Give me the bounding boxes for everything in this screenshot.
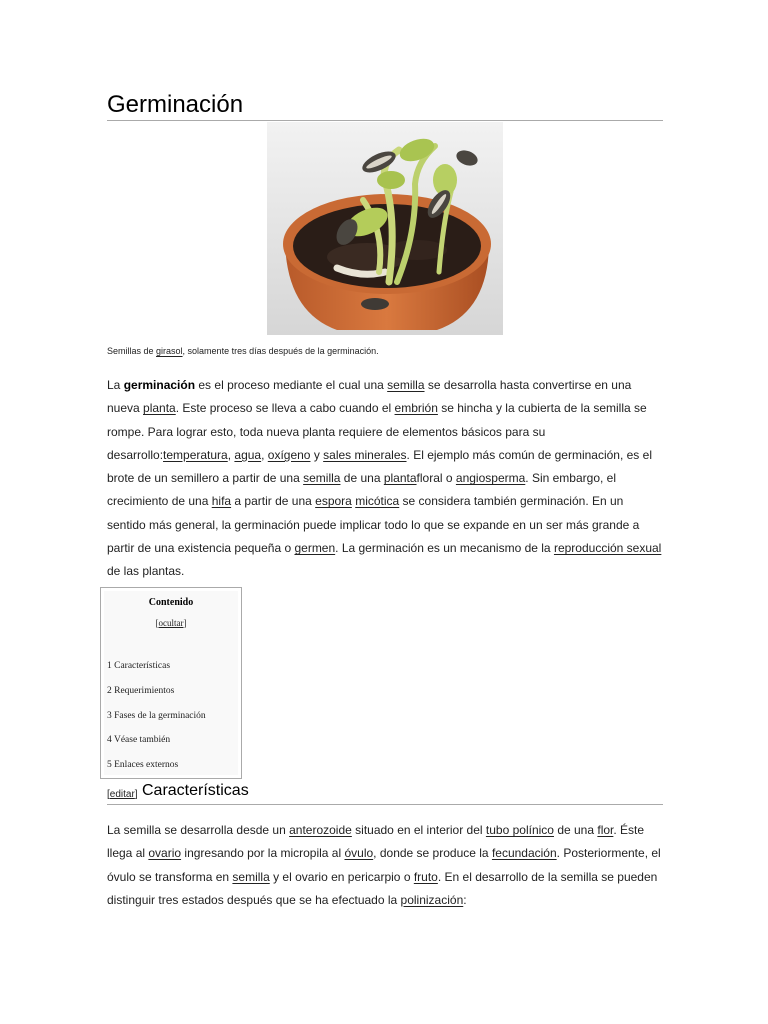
article-link[interactable]: semilla [387, 378, 425, 392]
sunflower-seedlings-photo [267, 122, 503, 335]
toc-hide-toggle: [ocultar] [155, 618, 187, 628]
page-title: Germinación [107, 90, 663, 121]
edit-section: [editar] [107, 789, 138, 800]
paragraph-text: y el ovario en pericarpio o [269, 869, 414, 884]
article-link[interactable]: agua [234, 447, 262, 462]
article-link[interactable]: sales minerales [323, 447, 407, 462]
table-of-contents [100, 587, 242, 779]
article-link[interactable]: tubo polínico [485, 823, 554, 837]
paragraph-text: La [107, 378, 124, 392]
intro-paragraph [107, 374, 663, 584]
article-link[interactable]: hifa [211, 494, 232, 509]
article-link[interactable]: flor [597, 823, 614, 837]
paragraph-text: se hincha y la cubierta de la semilla se rompe. Para lograr esto, toda nueva planta requiere de elementos básicos para su desarrollo: [107, 401, 647, 462]
paragraph-text: : [463, 892, 467, 907]
paragraph-text: . Sin embargo, el crecimiento de una [107, 471, 616, 509]
paragraph-text: , [261, 447, 268, 462]
article-link[interactable]: angiosperma [455, 471, 526, 486]
paragraph-text: . En el desarrollo de la semilla se pueden distinguir tres estados después que se ha efectuado la [107, 869, 658, 907]
article-link[interactable]: micótica [355, 494, 400, 509]
section-paragraph [107, 819, 663, 912]
paragraph-text: floral o [416, 471, 456, 486]
paragraph-text: La semilla se desarrolla desde un [107, 823, 290, 837]
paragraph-text: . La germinación es un mecanismo de la [335, 541, 554, 556]
paragraph-text: , [227, 447, 235, 462]
article-link[interactable]: reproducción sexual [553, 541, 662, 556]
article-link[interactable]: oxígeno [267, 447, 311, 462]
paragraph-text: y [310, 447, 324, 462]
article-link[interactable]: espora [315, 494, 352, 509]
paragraph-text: , donde se produce la [373, 846, 492, 861]
paragraph-text: situado en el interior del [351, 823, 486, 837]
toc-item-vease-tambien[interactable]: 4 Véase también [107, 735, 171, 745]
bold-term: germinación [123, 378, 196, 392]
paragraph-text: de una [553, 823, 598, 837]
toc-item-enlaces-externos[interactable]: 5 Enlaces externos [107, 760, 179, 770]
article-link[interactable]: anterozoide [289, 823, 352, 837]
article-link[interactable]: planta [383, 471, 417, 486]
article-link[interactable]: fecundación [491, 846, 557, 861]
paragraph-text: de una [340, 471, 384, 486]
paragraph-text: . El ejemplo más común de germinación, es el brote de un semillero a partir de una [107, 447, 652, 486]
section-title: Características [142, 782, 249, 799]
paragraph-text: se considera también germinación. En un sentido más general, la germinación puede implicar todo lo que se expande en un ser más grande a partir de una existencia pequeña o [107, 494, 640, 556]
paragraph-text: es el proceso mediante el cual una [195, 378, 388, 392]
toc-item-fases[interactable]: 3 Fases de la germinación [107, 711, 206, 721]
section-heading [107, 782, 663, 805]
article-link[interactable]: óvulo [344, 846, 374, 861]
paragraph-text: se desarrolla hasta convertirse en una nueva [107, 378, 632, 416]
article-link[interactable]: semilla [232, 869, 270, 884]
seedlings-illustration [267, 122, 503, 335]
article-link[interactable]: planta [143, 401, 176, 416]
article-link[interactable]: ovario [148, 846, 182, 861]
paragraph-text: de las plantas. [107, 564, 185, 579]
girasol-link[interactable]: girasol [156, 346, 183, 356]
toc-panel [104, 591, 238, 775]
paragraph-text: ingresando por la micropila al [181, 846, 345, 861]
article-link[interactable]: temperatura [163, 447, 228, 462]
toc-item-requerimientos[interactable]: 2 Requerimientos [107, 686, 175, 696]
paragraph-text: a partir de una [231, 494, 316, 509]
paragraph-text: . Este proceso se lleva a cabo cuando el [175, 401, 395, 416]
article-link[interactable]: polinización [400, 892, 464, 907]
toc-title: Contenido [148, 597, 194, 608]
edit-section-link[interactable]: editar [109, 789, 135, 800]
article-link[interactable]: fruto [413, 869, 438, 884]
toc-item-caracteristicas[interactable]: 1 Características [107, 661, 171, 671]
paragraph-text: . Éste llega al [107, 823, 645, 861]
figure-caption [107, 345, 663, 357]
caption-text-end: , solamente tres días después de la germinación. [182, 346, 379, 356]
toc-hide-link[interactable]: ocultar [158, 618, 184, 628]
paragraph-text: . Posteriormente, el óvulo se transforma en [107, 846, 661, 884]
article-link[interactable]: germen [294, 541, 336, 556]
caption-text: Semillas de [107, 346, 157, 356]
article-link[interactable]: semilla [303, 471, 341, 486]
article-link[interactable]: embrión [394, 401, 438, 416]
